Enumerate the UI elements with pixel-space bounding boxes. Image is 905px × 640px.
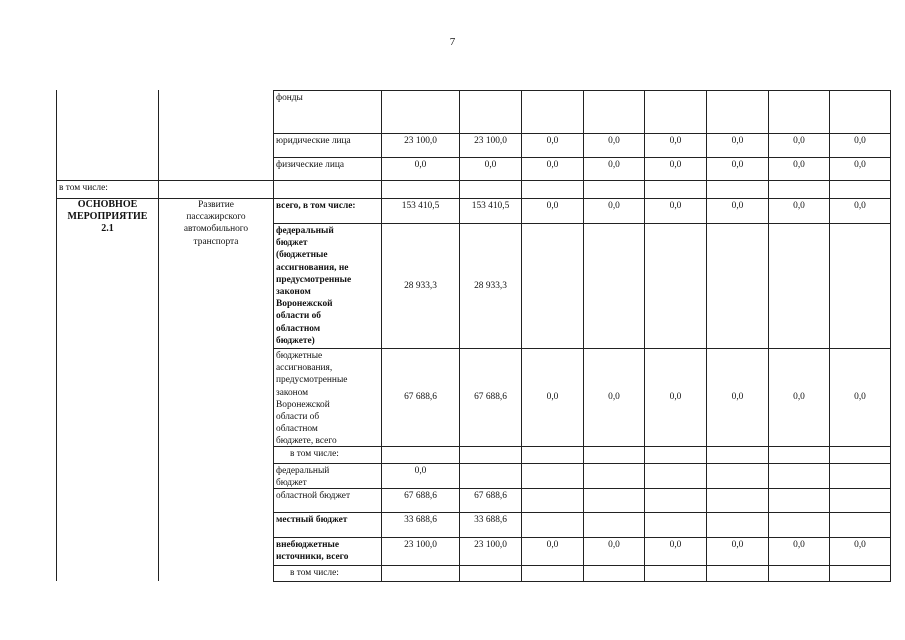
value-cell: 0,0 (546, 136, 559, 146)
value-cell (709, 465, 766, 487)
grid-line (273, 133, 891, 134)
source-label: фонды (276, 93, 303, 103)
value-cell (771, 92, 827, 132)
grid-line (583, 90, 584, 581)
source-label: всего, в том числе: (276, 201, 356, 211)
value-cell: 153 410,5 (471, 201, 510, 211)
source-label: местный бюджет (276, 515, 348, 525)
value-cell (462, 448, 519, 462)
value-cell: 28 933,3 (474, 280, 507, 291)
value-cell (647, 448, 704, 462)
value-cell: 23 100,0 (404, 136, 437, 146)
value-cell: 23 100,0 (474, 540, 507, 550)
grid-line (273, 512, 891, 513)
value-cell (384, 448, 457, 462)
value-cell (462, 567, 519, 580)
grid-line (273, 581, 891, 582)
value-cell: 0,0 (854, 540, 866, 550)
value-cell: 33 688,6 (404, 515, 437, 525)
value-cell: 0,0 (669, 201, 682, 211)
value-cell: 67 688,6 (404, 491, 437, 501)
grid-line (56, 90, 57, 581)
value-cell (586, 567, 642, 580)
value-cell (771, 280, 827, 402)
value-cell: 67 688,6 (474, 392, 507, 402)
grid-line (381, 90, 382, 581)
value-cell: 0,0 (793, 136, 805, 146)
value-cell (709, 448, 766, 462)
grid-line (273, 157, 891, 158)
grid-line (273, 90, 891, 91)
value-cell (832, 448, 888, 462)
value-cell: 153 410,5 (401, 201, 440, 211)
value-cell: 0,0 (793, 201, 805, 211)
value-cell (832, 280, 888, 402)
value-cell (771, 448, 827, 462)
value-cell (586, 465, 642, 487)
value-cell (647, 92, 704, 132)
value-cell: 67 688,6 (474, 491, 507, 501)
value-cell (771, 490, 827, 511)
source-label: в том числе: (290, 449, 339, 459)
value-cell: 0,0 (669, 392, 682, 402)
grid-line (459, 90, 460, 581)
value-cell (832, 490, 888, 511)
section-label: в том числе: (59, 183, 108, 193)
value-cell: 0,0 (731, 201, 744, 211)
grid-line (273, 488, 891, 489)
value-cell: 0,0 (669, 160, 682, 170)
value-cell (384, 567, 457, 580)
value-cell (647, 280, 704, 402)
value-cell: 0,0 (731, 392, 744, 402)
value-cell (709, 280, 766, 402)
value-cell (709, 567, 766, 580)
source-label: внебюджетные источники, всего (276, 540, 349, 563)
value-cell: 0,0 (414, 160, 427, 170)
value-cell: 67 688,6 (404, 392, 437, 402)
grid-line (706, 90, 707, 581)
value-cell (709, 92, 766, 132)
value-cell (771, 567, 827, 580)
value-cell: 0,0 (793, 160, 805, 170)
value-cell (832, 567, 888, 580)
value-cell: 0,0 (793, 540, 805, 550)
activity-code: ОСНОВНОЕ МЕРОПРИЯТИЕ 2.1 (67, 199, 148, 234)
source-label: физические лица (276, 160, 345, 170)
value-cell: 0,0 (669, 136, 682, 146)
value-cell: 0,0 (731, 136, 744, 146)
grid-line (768, 90, 769, 581)
grid-line (273, 90, 274, 581)
value-cell (709, 514, 766, 536)
value-cell (524, 465, 581, 487)
grid-line (644, 90, 645, 581)
value-cell (647, 567, 704, 580)
value-cell (647, 465, 704, 487)
grid-line (56, 180, 891, 181)
value-cell: 0,0 (546, 201, 559, 211)
value-cell (832, 465, 888, 487)
value-cell (586, 490, 642, 511)
value-cell: 0,0 (546, 540, 559, 550)
value-cell (586, 280, 642, 402)
value-cell: 0,0 (854, 136, 866, 146)
source-label: юридические лица (276, 136, 351, 146)
grid-line (158, 90, 159, 581)
value-cell (524, 490, 581, 511)
grid-line (273, 565, 891, 566)
value-cell: 0,0 (669, 540, 682, 550)
source-label: в том числе: (290, 568, 339, 578)
value-cell: 0,0 (854, 392, 866, 402)
value-cell: 0,0 (608, 136, 620, 146)
value-cell (709, 490, 766, 511)
value-cell (771, 514, 827, 536)
value-cell: 0,0 (854, 201, 866, 211)
value-cell: 0,0 (793, 392, 805, 402)
source-label: областной бюджет (276, 491, 351, 501)
value-cell (586, 92, 642, 132)
value-cell (832, 514, 888, 536)
value-cell (647, 514, 704, 536)
value-cell (384, 92, 457, 132)
value-cell (586, 448, 642, 462)
source-label: федеральный бюджет (бюджетные ассигнования, не предусмотренные законом Воронежской области об областном бюджете) (276, 226, 352, 346)
value-cell (771, 465, 827, 487)
value-cell: 23 100,0 (474, 136, 507, 146)
value-cell (462, 465, 519, 487)
value-cell: 33 688,6 (474, 515, 507, 525)
value-cell (462, 92, 519, 132)
value-cell: 0,0 (414, 466, 427, 476)
value-cell (832, 92, 888, 132)
value-cell (524, 280, 581, 402)
grid-line (890, 90, 891, 581)
grid-line (521, 90, 522, 581)
value-cell (524, 567, 581, 580)
value-cell (524, 448, 581, 462)
value-cell: 0,0 (546, 392, 559, 402)
value-cell (524, 514, 581, 536)
value-cell: 0,0 (608, 201, 620, 211)
value-cell (647, 490, 704, 511)
grid-line (273, 223, 891, 224)
value-cell (586, 514, 642, 536)
value-cell: 0,0 (731, 540, 744, 550)
grid-line (273, 537, 891, 538)
value-cell: 0,0 (608, 540, 620, 550)
source-label: бюджетные ассигнования, предусмотренные законом Воронежской области об областном бюджете, всего (276, 351, 348, 445)
grid-line (829, 90, 830, 581)
activity-name: Развитие пассажирского автомобильного транспорта (183, 200, 249, 247)
value-cell: 0,0 (854, 160, 866, 170)
value-cell (524, 92, 581, 132)
source-label: федеральный бюджет (276, 466, 330, 487)
value-cell: 0,0 (484, 160, 497, 170)
value-cell: 23 100,0 (404, 540, 437, 550)
value-cell: 28 933,3 (404, 280, 437, 291)
value-cell: 0,0 (608, 392, 620, 402)
value-cell: 0,0 (608, 160, 620, 170)
value-cell: 0,0 (546, 160, 559, 170)
value-cell: 0,0 (731, 160, 744, 170)
page-number: 7 (449, 36, 456, 48)
